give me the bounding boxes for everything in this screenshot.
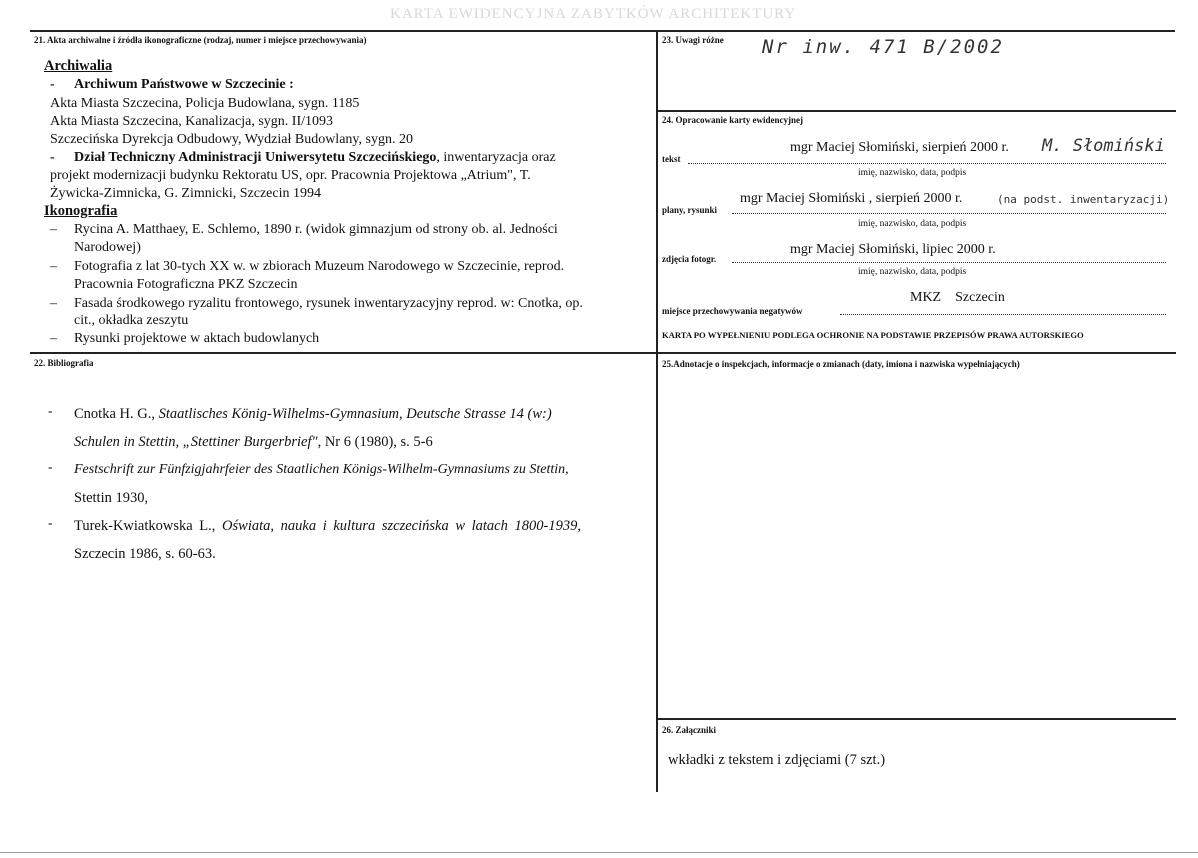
archiwum-dash: - [50, 77, 55, 92]
bib-dash-3: - [48, 516, 53, 531]
arch-line-3: Szczecińska Dyrekcja Odbudowy, Wydział Budowlany, sygn. 20 [50, 132, 413, 147]
bib-item-3-line-1 [74, 514, 581, 538]
bib-item-3-line-2 [74, 542, 216, 566]
bib-item-2-line-2 [74, 486, 148, 510]
zdjecia-dotline [732, 262, 1166, 263]
divider-21-22 [30, 352, 658, 354]
ikono-dash-4: – [50, 331, 57, 346]
bib-item-1-line-2 [74, 430, 433, 454]
dzial-line-2: projekt modernizacji budynku Rektoratu US, opr. Pracownia Projektowa „Atrium", T. [50, 168, 531, 183]
bib-item-2-title: Festschrift zur Fünfzigjahrfeier des Staatlichen Königs-Wilhelm-Gymnasiums zu Stettin, [74, 462, 569, 477]
zdjecia-value: mgr Maciej Słomiński, lipiec 2000 r. [790, 242, 996, 257]
section-21-label: 21. Akta archiwalne i źródła ikonograficzne (rodzaj, numer i miejsce przechowywania) [34, 35, 367, 45]
dzial-dash: - [50, 150, 55, 165]
attachments-value: wkładki z tekstem i zdjęciami (7 szt.) [668, 752, 886, 768]
divider-23-24 [656, 110, 1176, 112]
bib-item-2-line-1 [74, 458, 569, 482]
plany-field-label: plany, rysunki [662, 205, 718, 215]
tekst-value: mgr Maciej Słomiński, sierpień 2000 r. [790, 140, 1009, 155]
divider-25-26 [656, 718, 1176, 720]
dzial-line-3: Żywicka-Zimnicka, G. Zimnicki, Szczecin 1994 [50, 186, 321, 201]
divider-24-25 [656, 352, 1176, 354]
section-26-label: 26. Załączniki [662, 725, 717, 735]
ikono-dash-2: – [50, 259, 57, 274]
top-border [30, 30, 1175, 32]
section-22-label: 22. Bibliografia [34, 358, 94, 368]
dzial-bold: Dział Techniczny Administracji Uniwersytetu Szczecińskiego [74, 150, 437, 165]
bib-dash-1: - [48, 404, 53, 419]
ikono-dash-1: – [50, 222, 57, 237]
arch-line-1: Akta Miasta Szczecina, Policja Budowlana, sygn. 1185 [50, 96, 360, 111]
plany-caption: imię, nazwisko, data, podpis [858, 219, 967, 229]
center-divider [656, 30, 658, 792]
bib-item-3-author: Turek-Kwiatkowska L., [74, 518, 223, 534]
tekst-dotline [688, 163, 1166, 164]
ikonografia-heading: Ikonografia [44, 203, 118, 219]
ikono-item-1-line-2: Narodowej) [74, 240, 141, 255]
copyright-notice: KARTA PO WYPEŁNIENIU PODLEGA OCHRONIE NA PODSTAWIE PRZEPISÓW PRAWA AUTORSKIEGO [662, 330, 1084, 340]
archiwum-heading: Archiwum Państwowe w Szczecinie : [74, 77, 294, 92]
bib-item-1-rest: , Nr 6 (1980), s. 5-6 [317, 434, 433, 450]
tekst-field-label: tekst [662, 154, 681, 164]
ikono-item-3-line-1: Fasada środkowego ryzalitu frontowego, rysunek inwentaryzacyjny reprod. w: Cnotka, op. [74, 296, 583, 311]
section-25-label: 25.Adnotacje o inspekcjach, informacje o zmianach (daty, imiona i nazwiska wypełniających) [662, 359, 1020, 369]
bib-item-1-title: Staatlisches König-Wilhelms-Gymnasium, Deutsche Strasse 14 (w:) [158, 406, 552, 422]
bib-dash-2: - [48, 460, 53, 475]
ikono-item-1-line-1: Rycina A. Matthaey, E. Schlemo, 1890 r. (widok gimnazjum od strony ob. al. Jedności [74, 222, 558, 237]
bib-item-2-rest: Stettin 1930, [74, 490, 149, 506]
bib-item-3-title: Oświata, nauka i kultura szczecińska w latach 1800-1939, [222, 518, 581, 534]
ikono-item-2-line-1: Fotografia z lat 30-tych XX w. w zbiorach Muzeum Narodowego w Szczecinie, reprod. [74, 259, 565, 274]
bib-item-3-rest: Szczecin 1986, s. 60-63. [74, 546, 216, 562]
bottom-border [0, 852, 1198, 853]
zdjecia-field-label: zdjęcia fotogr. [662, 254, 717, 264]
dzial-line-1 [74, 149, 556, 166]
ikono-item-3-line-2: cit., okładka zeszytu [74, 313, 189, 328]
bib-item-1-author: Cnotka H. G., [74, 406, 159, 422]
plany-value: mgr Maciej Słomiński , sierpień 2000 r. [740, 191, 963, 206]
tekst-signature: M. Słomiński [1042, 136, 1165, 156]
faded-header: KARTA EWIDENCYJNA ZABYTKÓW ARCHITEKTURY [390, 6, 797, 22]
negatives-dotline [840, 314, 1166, 315]
ikono-item-2-line-2: Pracownia Fotograficzna PKZ Szczecin [74, 277, 298, 292]
negatives-label: miejsce przechowywania negatywów [662, 306, 803, 316]
ikono-dash-3: – [50, 296, 57, 311]
negatives-value: MKZ Szczecin [910, 290, 1005, 305]
ikono-item-4-line-1: Rysunki projektowe w aktach budowlanych [74, 331, 320, 346]
tekst-caption: imię, nazwisko, data, podpis [858, 168, 967, 178]
plany-dotline [732, 213, 1166, 214]
arch-line-2: Akta Miasta Szczecina, Kanalizacja, sygn. II/1093 [50, 114, 334, 129]
zdjecia-caption: imię, nazwisko, data, podpis [858, 267, 967, 277]
bib-item-1-title-2: Schulen in Stettin, „Stettiner Burgerbrief" [74, 434, 318, 450]
dzial-rest: , inwentaryzacja oraz [436, 150, 556, 165]
inventory-number-handwritten: Nr inw. 471 B/2002 [762, 36, 1004, 58]
archiwalia-heading: Archiwalia [44, 58, 113, 74]
plany-handwritten-note: (na podst. inwentaryzacji) [997, 193, 1170, 206]
section-23-label: 23. Uwagi różne [662, 35, 724, 45]
section-24-label: 24. Opracowanie karty ewidencyjnej [662, 115, 803, 125]
bib-item-1-line-1 [74, 402, 636, 426]
